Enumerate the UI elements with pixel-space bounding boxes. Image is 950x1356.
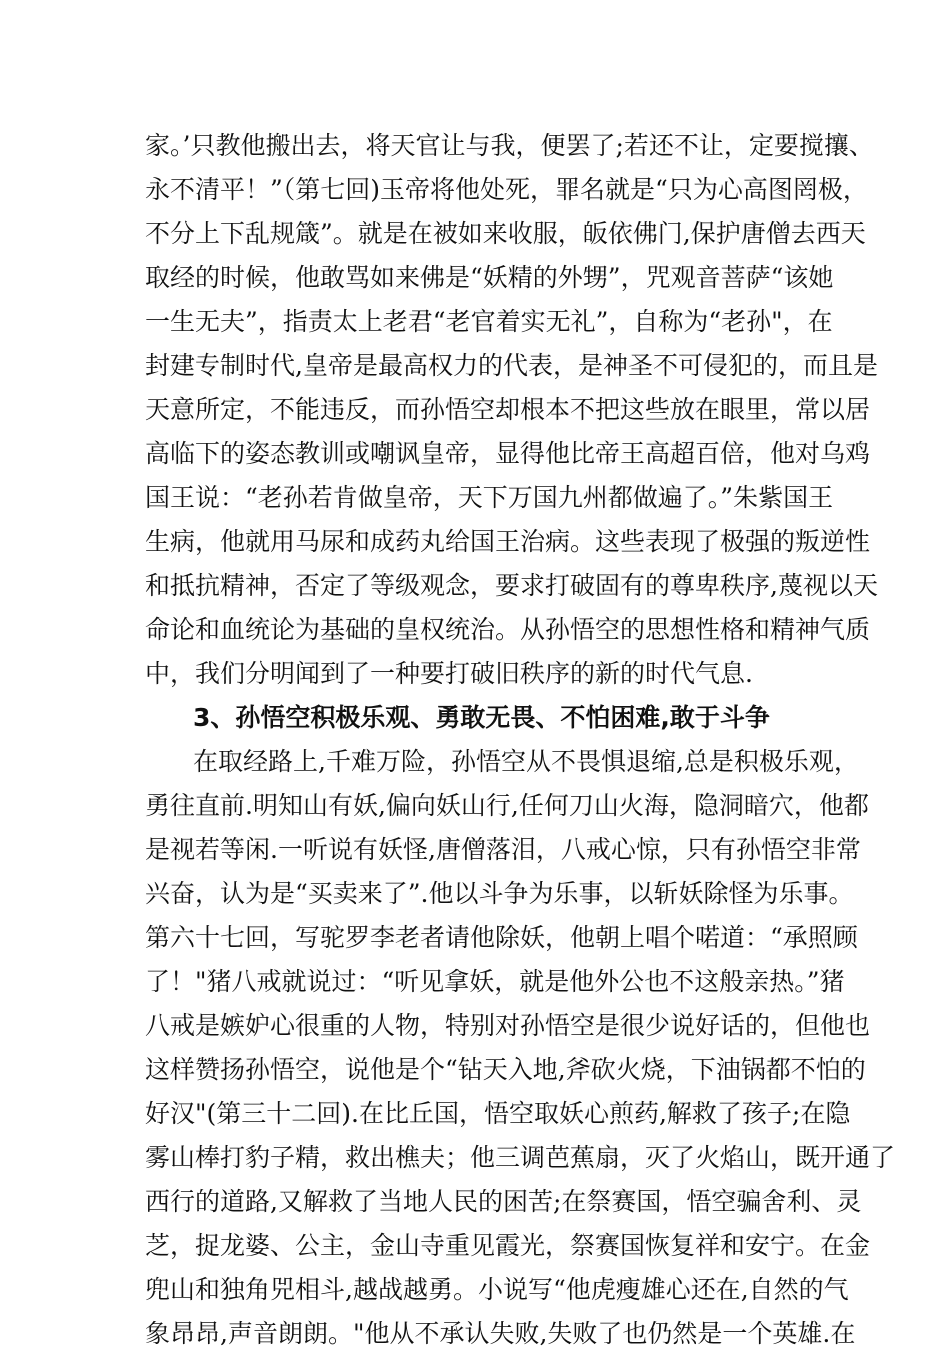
text-line: 西行的道路,又解救了当地人民的困苦;在祭赛国，悟空骗舍利、灵 [145, 1187, 862, 1216]
text-line: 封建专制时代,皇帝是最高权力的代表，是神圣不可侵犯的，而且是 [145, 351, 878, 380]
section-heading: 3、孙悟空积极乐观、勇敢无畏、不怕困难,敢于斗争 [193, 703, 770, 732]
text-line: 雾山棒打豹子精，救出樵夫；他三调芭蕉扇，灭了火焰山，既开通了 [145, 1143, 896, 1172]
text-line: 勇往直前.明知山有妖,偏向妖山行,任何刀山火海，隐洞暗穴，他都 [145, 791, 869, 820]
text-line: 兜山和独角兕相斗,越战越勇。小说写“他虎瘦雄心还在,自然的气 [145, 1275, 849, 1304]
text-line: 好汉"(第三十二回).在比丘国，悟空取妖心煎药,解救了孩子;在隐 [145, 1099, 851, 1128]
text-line: 在取经路上,千难万险，孙悟空从不畏惧退缩,总是积极乐观， [193, 747, 859, 776]
text-line: 兴奋，认为是“买卖来了”.他以斗争为乐事，以斩妖除怪为乐事。 [145, 879, 854, 908]
text-line: 国王说：“老孙若肯做皇帝，天下万国九州都做遍了。”朱紫国王 [145, 483, 834, 512]
text-line: 中，我们分明闻到了一种要打破旧秩序的新的时代气息. [145, 659, 753, 688]
text-line: 取经的时候，他敢骂如来佛是“妖精的外甥”，咒观音菩萨“该她 [145, 263, 834, 292]
text-line: 第六十七回，写驼罗李老者请他除妖，他朝上唱个喏道：“承照顾 [145, 923, 858, 952]
text-line: 是视若等闲.一听说有妖怪,唐僧落泪，八戒心惊，只有孙悟空非常 [145, 835, 861, 864]
text-line: 不分上下乱规箴”。就是在被如来收服，皈依佛门,保护唐僧去西天 [145, 219, 866, 248]
text-line: 象昂昂,声音朗朗。"他从不承认失败,失败了也仍然是一个英雄.在 [145, 1319, 856, 1348]
text-line: 一生无夫”，指责太上老君“老官着实无礼”，自称为“老孙"，在 [145, 307, 833, 336]
text-line: 家。’只教他搬出去，将天官让与我，便罢了;若还不让，定要搅攘、 [145, 131, 874, 160]
paragraph-2 [145, 740, 896, 1356]
paragraph-1 [145, 124, 878, 696]
text-line: 命论和血统论为基础的皇权统治。从孙悟空的思想性格和精神气质 [145, 615, 871, 644]
text-line: 八戒是嫉妒心很重的人物，特别对孙悟空是很少说好话的，但他也 [145, 1011, 871, 1040]
text-line: 了！"猪八戒就说过：“听见拿妖，就是他外公也不这般亲热。”猪 [145, 967, 845, 996]
text-line: 天意所定，不能违反，而孙悟空却根本不把这些放在眼里，常以居 [145, 395, 871, 424]
text-line: 永不清平！”（第七回)玉帝将他处死，罪名就是“只为心高图罔极， [145, 175, 868, 204]
text-line: 高临下的姿态教训或嘲讽皇帝，显得他比帝王高超百倍，他对乌鸡 [145, 439, 871, 468]
text-line: 生病，他就用马尿和成药丸给国王治病。这些表现了极强的叛逆性 [145, 527, 871, 556]
text-line: 芝，捉龙婆、公主，金山寺重见霞光，祭赛国恢复祥和安宁。在金 [145, 1231, 871, 1260]
text-line: 这样赞扬孙悟空，说他是个“钻天入地,斧砍火烧，下油锅都不怕的 [145, 1055, 866, 1084]
body-text [145, 124, 896, 1356]
text-line: 和抵抗精神，否定了等级观念，要求打破固有的尊卑秩序,蔑视以天 [145, 571, 878, 600]
